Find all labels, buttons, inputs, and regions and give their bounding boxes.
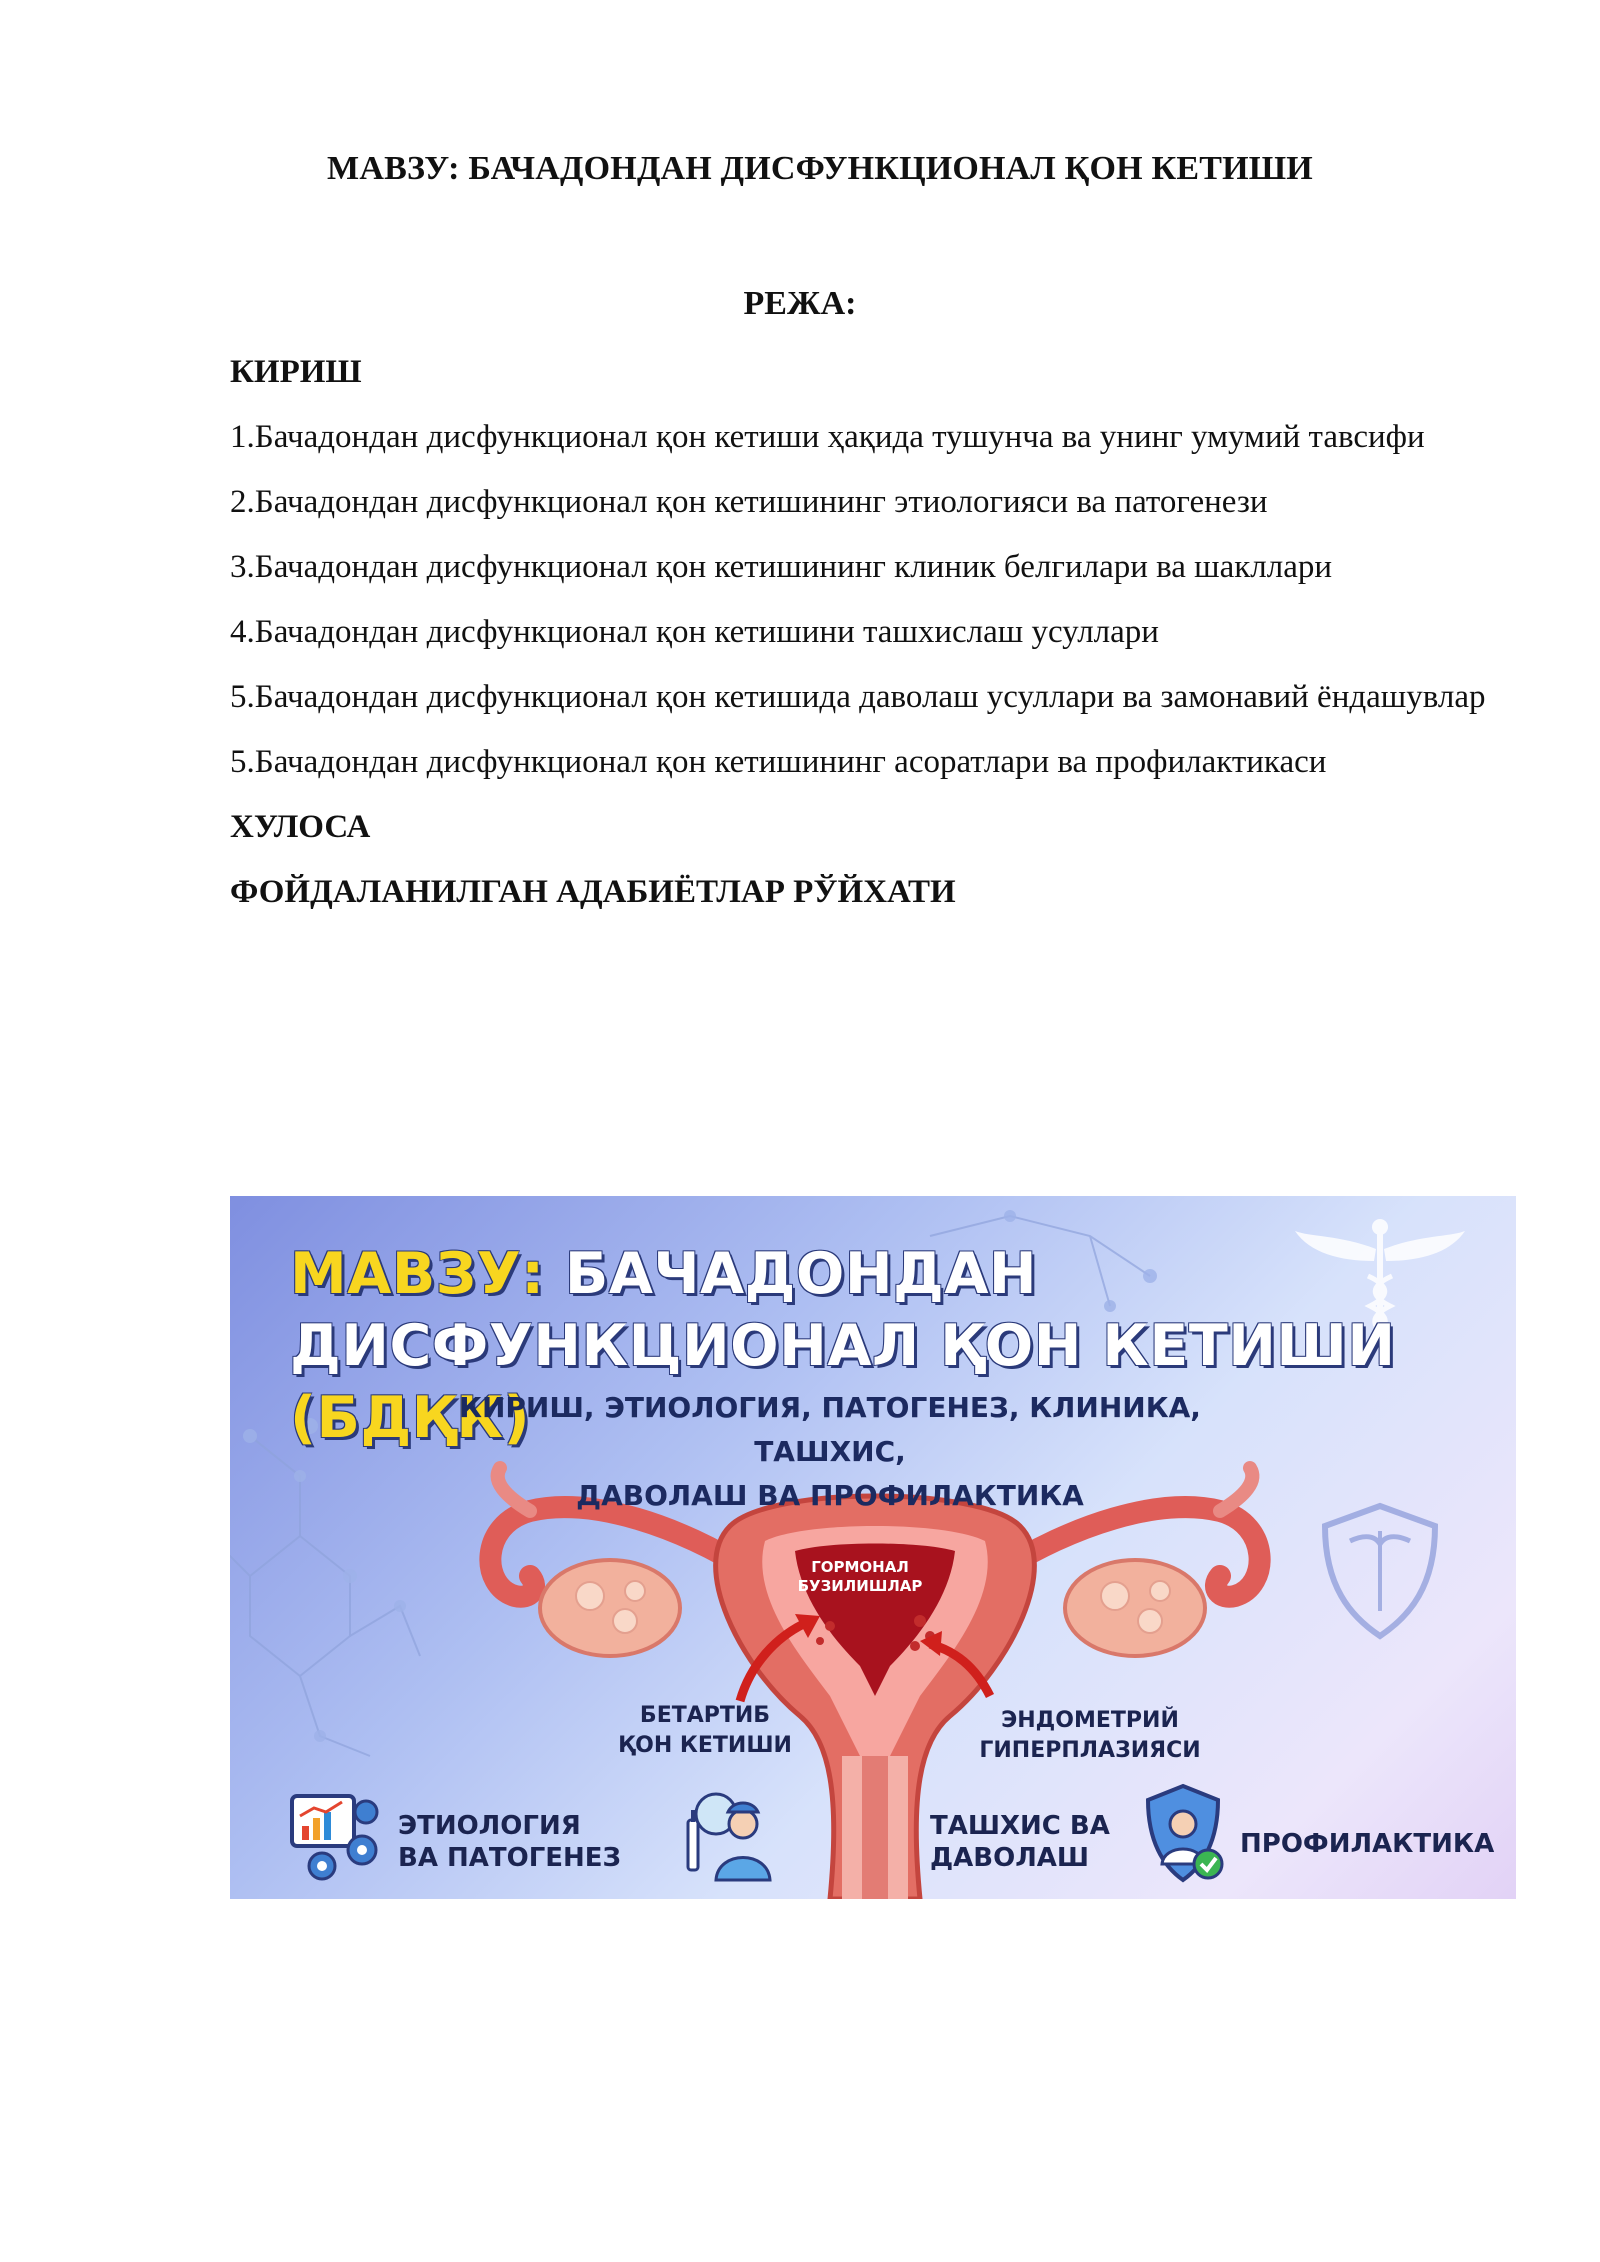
plan-item-5: 5.Бачадондан дисфункционал қон кетишида даволаш усуллари ва замонавий ёндашувлар xyxy=(230,679,1486,715)
label-hormonal-line2: БУЗИЛИШЛАР xyxy=(797,1577,923,1595)
chart-gears-icon xyxy=(292,1796,377,1879)
banner-subtitle xyxy=(380,1386,1280,1518)
footer-etiology-line1: ЭТИОЛОГИЯ xyxy=(398,1811,581,1841)
label-bleeding-line1: БЕТАРТИБ xyxy=(639,1703,771,1728)
label-bleeding-line2: ҚОН КЕТИШИ xyxy=(618,1733,792,1758)
doctor-syringe-icon xyxy=(688,1794,770,1880)
label-hormonal xyxy=(790,1558,930,1596)
page-title: МАВЗУ: БАЧАДОНДАН ДИСФУНКЦИОНАЛ ҚОН КЕТИШИ xyxy=(327,150,1313,187)
label-endometrium-line1: ЭНДОМЕТРИЙ xyxy=(1001,1708,1179,1733)
plan-item-3: 3.Бачадондан дисфункционал қон кетишининг клиник белгилари ва шакллари xyxy=(230,549,1333,585)
label-hormonal-line1: ГОРМОНАЛ xyxy=(811,1558,909,1576)
shield-person-icon xyxy=(1148,1786,1222,1880)
plan-item-4: 4.Бачадондан дисфункционал қон кетишини ташхислаш усуллари xyxy=(230,614,1159,650)
banner-title-line2: ДИСФУНКЦИОНАЛ ҚОН КЕТИШИ xyxy=(290,1313,1396,1379)
footer-diagnosis xyxy=(930,1810,1110,1874)
banner-subtitle-line2: ДАВОЛАШ ВА ПРОФИЛАКТИКА xyxy=(576,1479,1084,1512)
plan-list xyxy=(230,340,1510,925)
conclusion-heading: ХУЛОСА xyxy=(230,809,371,845)
footer-prevention: ПРОФИЛАКТИКА xyxy=(1240,1829,1495,1859)
intro-heading: КИРИШ xyxy=(230,354,362,390)
plan-item-6: 5.Бачадондан дисфункционал қон кетишининг асоратлари ва профилактикаси xyxy=(230,744,1327,780)
label-bleeding xyxy=(605,1701,805,1761)
plan-item-2: 2.Бачадондан дисфункционал қон кетишининг этиологияси ва патогенези xyxy=(230,484,1268,520)
footer-etiology xyxy=(398,1810,621,1874)
plan-heading: РЕЖА: xyxy=(743,285,857,322)
footer-diagnosis-line1: ТАШХИС ВА xyxy=(930,1811,1110,1841)
banner-title-abbr: (БДҚК) xyxy=(290,1385,531,1451)
banner-title-accent: МАВЗУ: xyxy=(290,1241,545,1307)
plan-item-1: 1.Бачадондан дисфункционал қон кетиши ҳақида тушунча ва унинг умумий тавсифи xyxy=(230,419,1425,455)
banner-subtitle-line1: КИРИШ, ЭТИОЛОГИЯ, ПАТОГЕНЕЗ, КЛИНИКА, ТАШХИС, xyxy=(459,1391,1201,1468)
references-heading: ФОЙДАЛАНИЛГАН АДАБИЁТЛАР РЎЙХАТИ xyxy=(230,874,956,910)
footer-etiology-line2: ВА ПАТОГЕНЕЗ xyxy=(398,1843,622,1873)
banner-title-line1: БАЧАДОНДАН xyxy=(564,1241,1038,1307)
footer-diagnosis-line2: ДАВОЛАШ xyxy=(930,1843,1090,1873)
label-endometrium xyxy=(970,1706,1210,1766)
shield-caduceus-icon xyxy=(1325,1506,1435,1636)
label-endometrium-line2: ГИПЕРПЛАЗИЯСИ xyxy=(979,1738,1201,1763)
topic-banner-image xyxy=(230,1196,1516,1899)
